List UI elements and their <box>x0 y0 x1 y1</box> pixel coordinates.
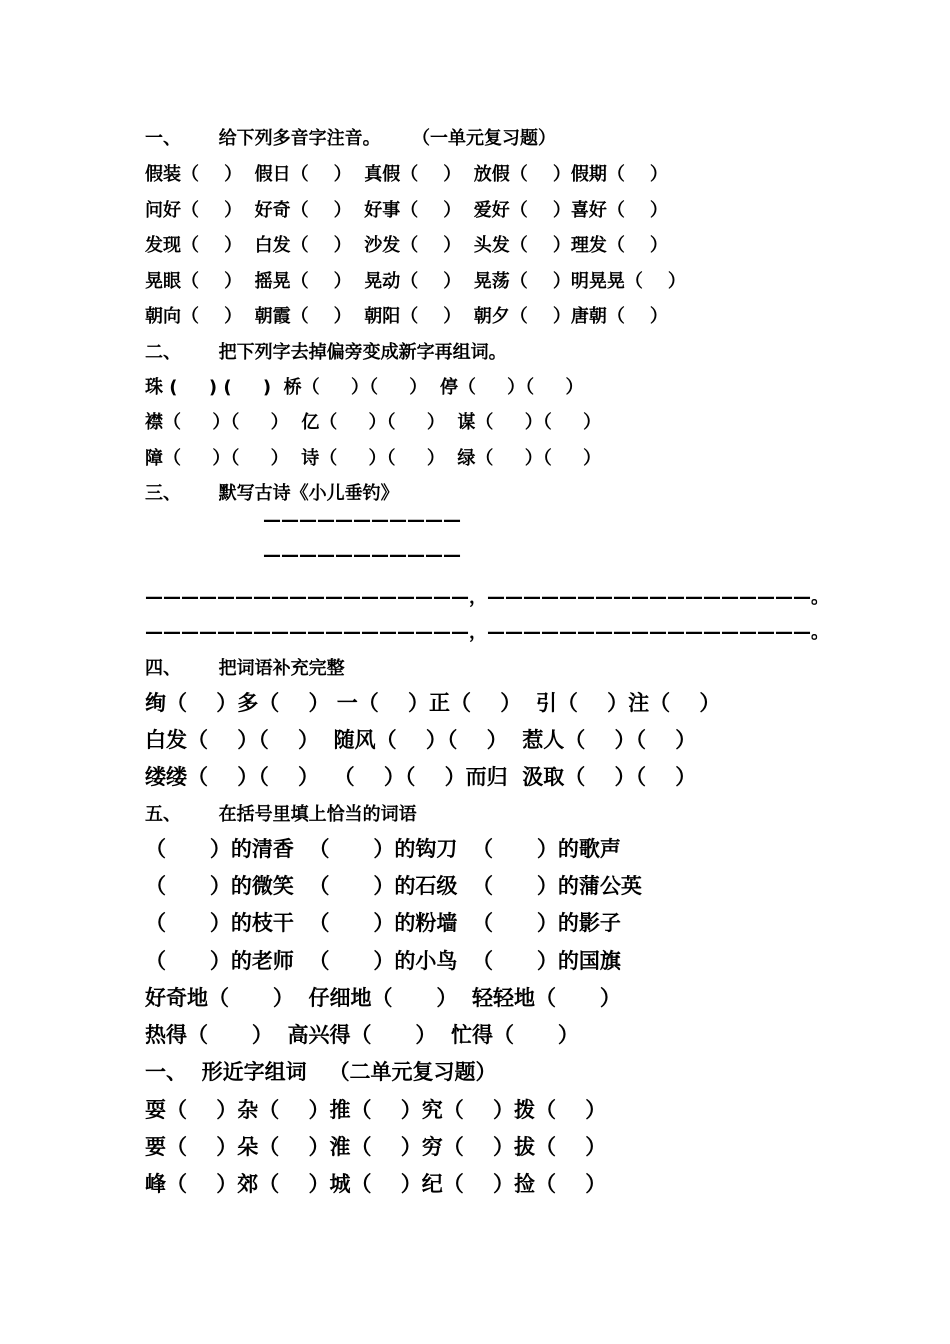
unit-2-number: 一、 <box>145 1060 187 1084</box>
q1-row-4: 晃眼（ ） 摇晃（ ） 晃动（ ） 晃荡（ ）明晃晃（ ） <box>145 271 686 292</box>
unit-2-heading <box>145 1056 497 1086</box>
q5-row-6: 热得（ ） 高兴得（ ） 忙得（ ） <box>145 1023 579 1047</box>
section-2-title: 把下列字去掉偏旁变成新字再组词。 <box>218 342 507 363</box>
unit-2-section-title: 形近字组词 <box>201 1060 307 1084</box>
q4-row-3: 缕缕（ ）（ ） （ ）（ ）而归 汲取（ ）（ ） <box>145 765 697 789</box>
unit2-row-1: 耍（ ）杂（ ）推（ ）究（ ）拨（ ） <box>145 1098 607 1122</box>
q5-row-1: （ ）的清香 （ ）的钩刀 （ ）的歌声 <box>145 837 621 861</box>
q5-row-3: （ ）的枝干 （ ）的粉墙 （ ）的影子 <box>145 911 621 935</box>
section-2-number: 二、 <box>145 342 181 363</box>
poem-line-blank-1: ——————————————————，——————————————————。 <box>145 587 829 608</box>
section-3-title: 默写古诗《小儿垂钓》 <box>218 483 399 504</box>
section-1-number: 一、 <box>145 128 181 149</box>
q2-row-1: 珠 ( ) ( ) 桥（ ）（ ） 停（ ）（ ） <box>145 377 584 398</box>
q1-row-2: 问好（ ） 好奇（ ） 好事（ ） 爱好（ ）喜好（ ） <box>145 200 668 221</box>
poem-title-blank: ——————————— <box>263 510 461 531</box>
q5-row-4: （ ）的老师 （ ）的小鸟 （ ）的国旗 <box>145 949 621 973</box>
section-1-title: 给下列多音字注音。 <box>218 128 381 149</box>
section-3-number: 三、 <box>145 483 181 504</box>
section-4-title: 把词语补充完整 <box>218 658 345 679</box>
poem-line-blank-2: ——————————————————，——————————————————。 <box>145 622 829 643</box>
unit2-row-2: 要（ ）朵（ ）淮（ ）穷（ ）拔（ ） <box>145 1135 607 1159</box>
section-4-number: 四、 <box>145 658 181 679</box>
unit2-row-3: 峰（ ）郊（ ）城（ ）纪（ ）捡（ ） <box>145 1172 607 1196</box>
section-3-heading <box>145 479 399 505</box>
section-4-heading <box>145 654 345 680</box>
poem-author-blank: ——————————— <box>263 545 461 566</box>
q2-row-3: 障（ ）（ ） 诗（ ）（ ） 绿（ ）（ ） <box>145 448 602 469</box>
section-2-heading <box>145 338 507 364</box>
q2-row-2: 襟（ ）（ ） 亿（ ）（ ） 谋（ ）（ ） <box>145 412 602 433</box>
q4-row-2: 白发（ ）（ ） 随风（ ）（ ） 惹人（ ）（ ） <box>145 728 697 752</box>
q1-row-3: 发现（ ） 白发（ ） 沙发（ ） 头发（ ）理发（ ） <box>145 235 668 256</box>
q4-row-1: 绚（ ）多（ ） 一（ ）正（ ） 引（ ）注（ ） <box>145 691 721 715</box>
section-1-heading <box>145 124 556 150</box>
section-5-heading <box>145 800 417 826</box>
q5-row-2: （ ）的微笑 （ ）的石级 （ ）的蒲公英 <box>145 874 642 898</box>
unit-1-title: （一单元复习题） <box>411 128 556 149</box>
unit-2-title: （二单元复习题） <box>328 1060 497 1084</box>
q1-row-5: 朝向（ ） 朝霞（ ） 朝阳（ ） 朝夕（ ）唐朝（ ） <box>145 306 668 327</box>
section-5-title: 在括号里填上恰当的词语 <box>218 804 417 825</box>
q5-row-5: 好奇地（ ） 仔细地（ ） 轻轻地（ ） <box>145 986 621 1010</box>
section-5-number: 五、 <box>145 804 181 825</box>
q1-row-1: 假装（ ） 假日（ ） 真假（ ） 放假（ ）假期（ ） <box>145 164 668 185</box>
